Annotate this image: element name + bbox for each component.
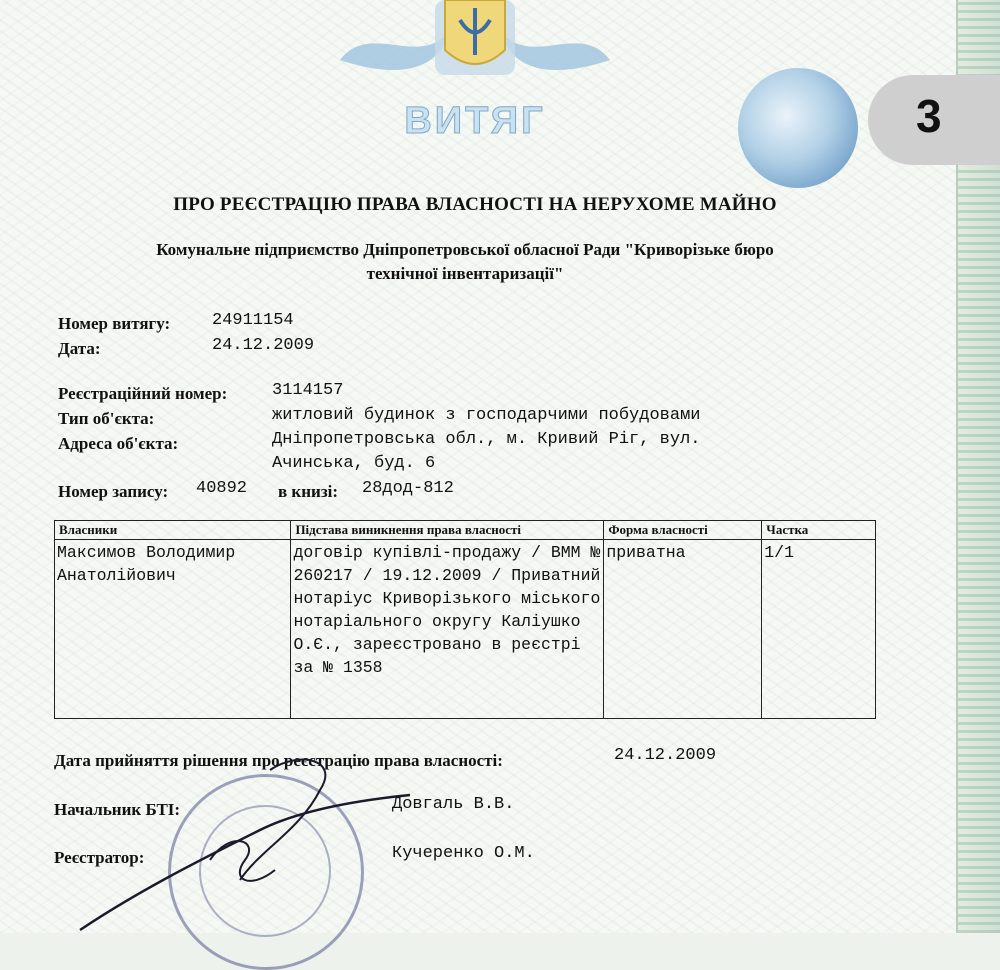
registrar-name: Кучеренко О.М. bbox=[392, 844, 535, 863]
document-title: ПРО РЕЄСТРАЦІЮ ПРАВА ВЛАСНОСТІ НА НЕРУХОМЕ МАЙНО bbox=[173, 194, 777, 215]
decision-date-value: 24.12.2009 bbox=[614, 746, 717, 765]
extract-emblem-word: ВИТЯГ bbox=[404, 100, 546, 142]
table-header-row bbox=[55, 521, 876, 540]
decision-date-label: Дата прийняття рішення про реєстрацію права власності: bbox=[54, 751, 503, 770]
record-number-label: Номер запису: bbox=[58, 482, 169, 501]
globe-hologram-icon bbox=[738, 68, 858, 188]
coat-of-arms-icon bbox=[330, 0, 620, 90]
book-label: в книзі: bbox=[278, 482, 339, 501]
page-number: 3 bbox=[916, 90, 942, 142]
book-value: 28дод-812 bbox=[362, 479, 454, 498]
page-number-badge bbox=[868, 75, 1000, 165]
signature-icon bbox=[60, 740, 420, 933]
head-bti-name: Довгаль В.В. bbox=[392, 795, 515, 814]
registration-number-value: 3114157 bbox=[272, 381, 344, 400]
object-type-value: житловий будинок з господарчими побудовами bbox=[272, 406, 701, 425]
header-ownership-form: Форма власності bbox=[604, 521, 762, 540]
ownership-table bbox=[54, 520, 876, 719]
object-type-label: Тип об'єкта: bbox=[58, 409, 155, 428]
basis-cell: договір купівлі-продажу / ВММ № 260217 / 19.12.2009 / Приватний нотаріус Криворізького міського нотаріального округу Каліушко О.Є., зареєстровано в реєстрі за № 1358 bbox=[291, 540, 604, 719]
ownership-form-cell: приватна bbox=[604, 540, 762, 719]
head-bti-label: Начальник БТІ: bbox=[54, 800, 181, 819]
header-share: Частка bbox=[762, 521, 876, 540]
owner-cell: Максимов Володимир Анатолійович bbox=[55, 540, 291, 719]
organization-name bbox=[90, 238, 840, 286]
extract-number-value: 24911154 bbox=[212, 311, 294, 330]
share-cell: 1/1 bbox=[762, 540, 876, 719]
record-number-value: 40892 bbox=[196, 479, 248, 498]
object-address-label: Адреса об'єкта: bbox=[58, 434, 179, 453]
organization-line-1: Комунальне підприємство Дніпропетровської обласної Ради "Криворізьке бюро bbox=[156, 240, 774, 259]
header-basis: Підстава виникнення права власності bbox=[291, 521, 604, 540]
extract-date-value: 24.12.2009 bbox=[212, 336, 315, 355]
object-address-line-2: Ачинська, буд. 6 bbox=[272, 454, 436, 473]
registrar-label: Реєстратор: bbox=[54, 848, 145, 867]
extract-date-label: Дата: bbox=[58, 339, 101, 358]
registration-number-label: Реєстраційний номер: bbox=[58, 384, 228, 403]
table-row bbox=[55, 540, 876, 719]
header-owners: Власники bbox=[55, 521, 291, 540]
extract-number-label: Номер витягу: bbox=[58, 314, 171, 333]
object-address-line-1: Дніпропетровська обл., м. Кривий Ріг, вул. bbox=[272, 430, 701, 449]
organization-line-2: технічної інвентаризації" bbox=[366, 264, 564, 283]
